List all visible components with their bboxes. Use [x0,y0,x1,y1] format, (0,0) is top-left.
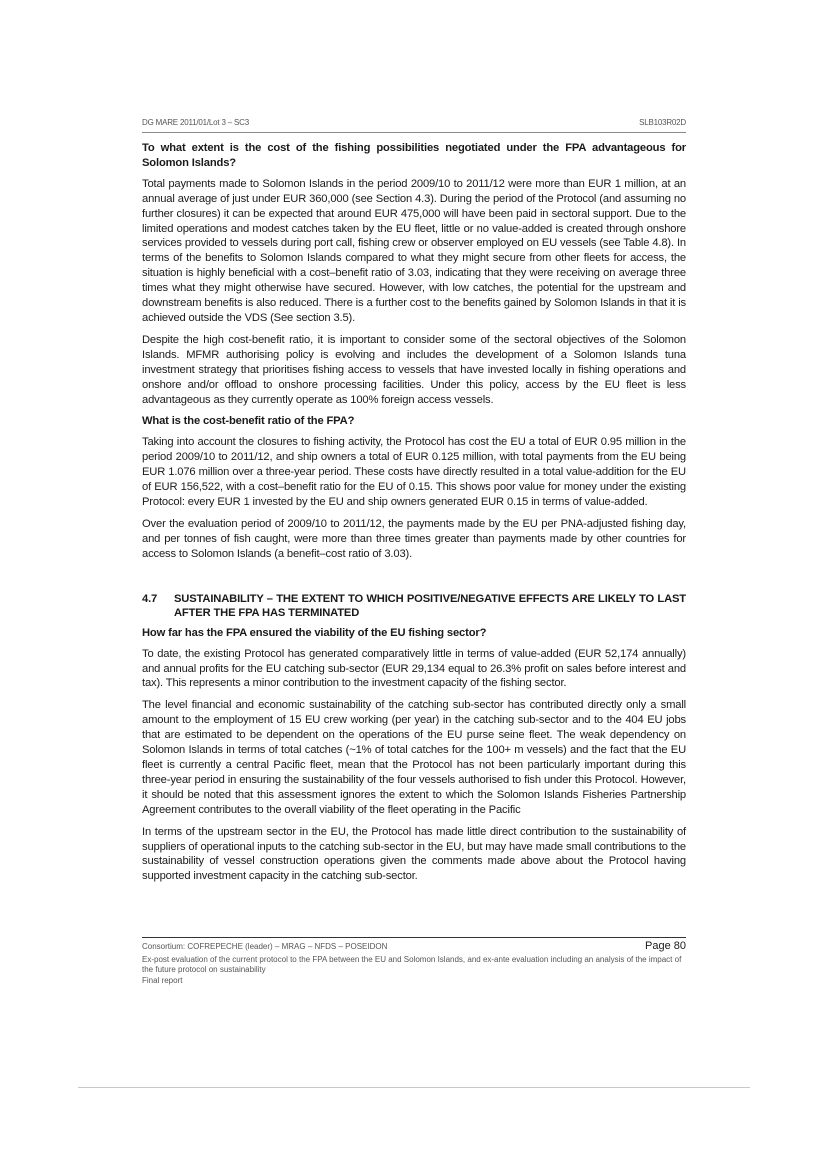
section-heading-4-7 [142,592,686,621]
question-heading-viability: How far has the FPA ensured the viability of the EU fishing sector? [142,626,487,639]
page-header [142,118,686,133]
question-heading-cost-benefit: What is the cost-benefit ratio of the FPA? [142,415,355,428]
paragraph-value-added: To date, the existing Protocol has generated comparatively little in terms of value-added (EUR 52,174 annually) and annual profits for the EU catching sub-sector (EUR 29,134 equal to 26.3% profit on sales before interest and tax). This represents a minor contribution to the investment capacity of the fishing sector. [142,647,686,690]
paragraph-economic-sustainability: The level financial and economic sustainability of the catching sub-sector has contributed directly only a small amount to the employment of 15 EU crew working (per year) in the catching sub-sector and to the 404 EU jobs that are estimated to be dependent on the operations of the EU purse seine fleet. The weak dependency on Solomon Islands in terms of total catches (~1% of total catches for the 100+ m vessels) and the fact that the EU fleet is currently a central Pacific fleet, mean that the Protocol has not been particularly important during this three-year period in ensuring the sustainability of the four vessels authorised to fish under this Protocol. However, it should be noted that this assessment ignores the extent to which the Solomon Islands Fisheries Partnership Agreement contributes to the overall viability of the fleet operating in the Pacific [142,699,686,816]
footer-report-type: Final report [142,975,183,985]
header-left-reference: DG MARE 2011/01/Lot 3 – SC3 [142,118,249,127]
paragraph-total-payments: Total payments made to Solomon Islands in the period 2009/10 to 2011/12 were more than EUR 1 million, at an annual average of just under EUR 360,000 (see Section 4.3). During the period of the Protocol (and assuming no further closures) it can be expected that around EUR 475,000 will have been paid in sectoral support. Due to the limited operations and modest catches taken by the EU fleet, little or no value-added is created through onshore services provided to vessels during port call, fishing crew or observer employed on EU vessels (see Table 4.8). In terms of the benefits to Solomon Islands compared to what they might secure from other fleets for access, the situation is highly beneficial with a cost–benefit ratio of 3.03, indicating that they were receiving on average three times what they might otherwise have secured. However, with low catches, the potential for the upstream and downstream benefits is also reduced. There is a further cost to the benefits gained by Solomon Islands in that it is achieved outside the VDS (See section 3.5). [142,177,686,324]
header-right-reference: SLB103R02D [639,118,686,127]
page-footer [142,937,686,986]
document-body [142,141,686,891]
paragraph-sectoral-objectives: Despite the high cost-benefit ratio, it is important to consider some of the sectoral objectives of the Solomon Islands. MFMR authorising policy is evolving and includes the development of a Solomon Islands tuna investment strategy that prioritises fishing access to vessels that have invested locally in fishing operations and onshore and/or offload to onshore processing facilities. Under this policy, access by the EU fleet is less advantageous as they currently operate as 100% foreign access vessels. [142,333,686,406]
paragraph-upstream-sector: In terms of the upstream sector in the EU, the Protocol has made little direct contribution to the sustainability of suppliers of operational inputs to the catching sub-sector in the EU, but may have made small contributions to the sustainability of vessel construction operations given the comments made above about the Protocol having supported investment capacity in the catching sub-sector. [142,825,686,883]
footer-consortium: Consortium: COFREPECHE (leader) – MRAG – NFDS – POSEIDON [142,942,388,951]
section-number: 4.7 [142,592,158,605]
question-heading-cost-advantage: To what extent is the cost of the fishing possibilities negotiated under the FPA advantageous for Solomon Islands? [142,142,686,169]
page-number: Page 80 [645,940,686,952]
paragraph-protocol-cost: Taking into account the closures to fishing activity, the Protocol has cost the EU a total of EUR 0.95 million in the period 2009/10 to 2011/12, and ship owners a total of EUR 0.125 million, with total payments from the EU being EUR 1.076 million over a three-year period. These costs have directly resulted in a total value-addition for the EU of EUR 156,522, with a cost–benefit ratio for the EU of 0.15. This shows poor value for money under the existing Protocol: every EUR 1 invested by the EU and ship owners generated EUR 0.15 in terms of value-added. [142,436,686,508]
section-title: SUSTAINABILITY – THE EXTENT TO WHICH POSITIVE/NEGATIVE EFFECTS ARE LIKELY TO LAST AFTER THE FPA HAS TERMINATED [174,592,686,620]
paragraph-evaluation-period: Over the evaluation period of 2009/10 to 2011/12, the payments made by the EU per PNA-adjusted fishing day, and per tonnes of fish caught, were more than three times greater than payments made by other countries for access to Solomon Islands (a benefit–cost ratio of 3.03). [142,517,686,560]
page-bottom-divider [78,1087,750,1088]
footer-description: Ex-post evaluation of the current protocol to the FPA between the EU and Solomon Islands, and ex-ante evaluation including an analysis of the impact of the future protocol on sustainability [142,954,682,974]
